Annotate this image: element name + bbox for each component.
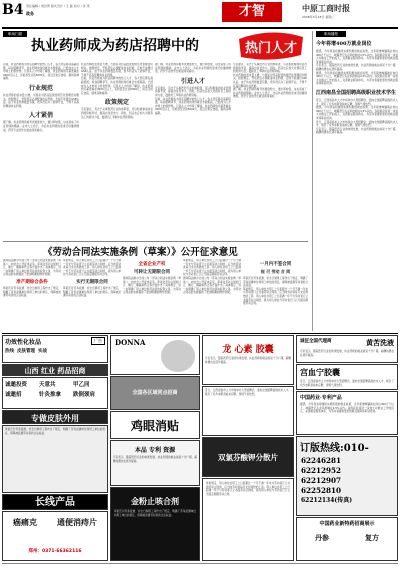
ad-patent-title: 本品 专利 资源 — [134, 447, 176, 454]
ad-patent-right-title: 中国药业·专利产品 — [300, 395, 342, 401]
feature-body-4b: 国务院法制办日前公布《劳动合同法实施条例（草案）》，向社会公开征求意见。草案对劳动合同的订立、履行、解除和终止等方面作出了具体规定，进一步明确了用人单位和劳动者的权利义务，为劳动合同法的实施提供了更加明确的操作依据。 — [183, 276, 241, 295]
ad-grid-center-text: 近日，江西南昌市人才市场举办大型招聘会，面向全国招聘高级技术人才，吸引了众多求职者前来应聘，现场气氛热烈。 — [205, 389, 291, 396]
feature-body-2: 草案规定，用人单位自用工之日起超过一个月不满一年未与劳动者订立书面劳动合同的，应当向劳动者每月支付两倍的工资。用人单位自用工之日起满一年不与劳动者订立书面劳动合同的，视为用人单位与劳动者已订立无固定期限劳动合同。 — [63, 259, 121, 277]
ad-hotline-number-3[interactable]: 62212907 — [301, 476, 342, 485]
lead-col-2 — [81, 63, 153, 239]
ad-hotline-fax[interactable]: 62212134(传真) — [301, 497, 353, 504]
lead-body-3c: 目前，执业药师成为药店招聘中的热门人才，各大药店都在高薪招揽，每到招聘季节，执业药师的身价就会水涨船高，已经成为人才市场上的香饽饽。记者从人才市场了解到，执业药师的月薪普遍在3000元以上，有的甚至达到5000元，而且还供应食宿，提供各种福利。 — [155, 97, 231, 115]
lead-body-3b: 专家建议，有志于从事医药行业的求职者，可以积极参加执业药师资格考试，提高自身竞争力。同时，药店也应加大对现有员工的培训力度，鼓励员工考取执业药师资格。 — [155, 86, 231, 97]
feature-col-3 — [123, 259, 181, 331]
lead-body-1b: 执业药师的需求量大增，与国家对药品经营的规范化管理密切相关。按照规定，零售药店必须配备执业药师，否则不能通过GSP认证。由于执业药师数量有限，很多药店为了能够开业，不得不花高价聘请执业药师。 — [3, 93, 79, 108]
ad-uterine[interactable] — [296, 364, 398, 390]
feature-col-1 — [3, 259, 61, 331]
feature-subhead-4: 可转让无期限合同 — [134, 270, 170, 275]
feature-col-5 — [243, 259, 308, 331]
ad-patent-text: 专家表示，随着医药行业的快速发展，执业药师的就业前景十分广阔，薪酬待遇也在逐年提高。 — [113, 456, 197, 463]
lead-col-3 — [155, 63, 231, 239]
sidebar — [312, 31, 398, 331]
masthead-credits — [26, 4, 146, 8]
lead-body-1: 目前，执业药师成为药店招聘中的热门人才，各大药店都在高薪招揽，每到招聘季节，执业药师的身价就会水涨船高，已经成为人才市场上的香饽饽。记者从人才市场了解到，执业药师的月薪普遍在3000元以上，有的甚至达到5000元，而且还供应食宿，提供各种福利。 — [3, 63, 79, 81]
ad-donna[interactable] — [110, 335, 200, 375]
lead-tag: 职场扫描 — [3, 31, 27, 37]
lead-col-1 — [3, 63, 79, 239]
ad-invest-4: 诚邀招 — [5, 392, 22, 398]
ad-product-1: 癌痛克 — [13, 518, 37, 527]
sidebar-tag: 职场播报 — [316, 31, 346, 37]
ad-heart[interactable] — [202, 335, 294, 385]
ad-regional[interactable] — [110, 376, 200, 410]
lead-subhead-1: 行业规范 — [28, 84, 53, 92]
sidebar-body-2: 近日，江西南昌市人才市场举办大型招聘会，面向全国招聘高级技术人才，吸引了众多求职者前来应聘，现场气氛热烈。 — [316, 98, 398, 106]
lead-body-4b: 执业药师的需求量大增，与国家对药品经营的规范化管理密切相关。按照规定，零售药店必须配备执业药师，否则不能通过GSP认证。由于执业药师数量有限，很多药店为了能够开业，不得不花高价聘请执业药师。 — [233, 73, 307, 88]
masthead-rule — [2, 27, 398, 29]
ad-cosmetics-badge: 广告 — [91, 337, 105, 345]
lead-body-2: 执业药师的需求量大增，与国家对药品经营的规范化管理密切相关。按照规定，零售药店必须配备执业药师，否则不能通过GSP认证。由于执业药师数量有限，很多药店为了能够开业，不得不花高价聘请执业药师。 — [81, 63, 153, 77]
ad-patent-right-text: 据悉，今年我省将继续实施积极的就业政策，全年新增城镇就业岗位400万个以上，城镇登记失业率控制在4.5%以内。各级政府将进一步加大对就业工作的投入，完善就业服务体系，为劳动者提供更好的就业服务和职业培训。 — [300, 403, 394, 414]
feature-body-1b: 草案还对劳务派遣、非全日制用工等作出了规定，明确了劳务派遣单位和用工单位的责任，保障被派遣劳动者的合法权益。 — [3, 286, 61, 298]
ad-invest-6: 跌倒颈肩 — [73, 392, 96, 398]
ad-hotline-number-2[interactable]: 62212952 — [301, 466, 342, 475]
ad-invest-3: 甲乙同 — [73, 382, 90, 388]
lead-title: 执业药师成为药店招聘中的 — [31, 38, 199, 54]
ad-newdrug-2: 复方 — [365, 534, 379, 542]
feature-subhead-2: 实行无期限合同 — [76, 279, 108, 285]
ad-donna-image — [161, 340, 195, 372]
ad-cough[interactable] — [110, 487, 200, 561]
ad-cosmetics-label-1: 热线 — [5, 349, 14, 354]
feature-body-5b: 草案规定，用人单位自用工之日起超过一个月不满一年未与劳动者订立书面劳动合同的，应当向劳动者每月支付两倍的工资。用人单位自用工之日起满一年不与劳动者订立书面劳动合同的，视为用人单位与劳动者已订立无固定期限劳动合同。 — [243, 287, 308, 306]
sidebar-body-1: 据悉，今年我省将继续实施积极的就业政策，全年新增城镇就业岗位400万个以上，城镇登记失业率控制在4.5%以内。各级政府将进一步加大对就业工作的投入，完善就业服务体系，为劳动者提供更好的就业服务和职业培训。 — [316, 50, 398, 64]
ad-shanxi[interactable] — [2, 364, 108, 376]
sidebar-body-2b: 据悉，今年我省将继续实施积极的就业政策，全年新增城镇就业岗位400万个以上，城镇登记失业率控制在4.5%以内。各级政府将进一步加大对就业工作的投入，完善就业服务体系，为劳动者提供更好的就业服务和职业培训。 — [316, 106, 398, 120]
feature-body-5: 草案还对劳务派遣、非全日制用工等作出了规定，明确了劳务派遣单位和用工单位的责任，保障被派遣劳动者的合法权益。 — [243, 277, 308, 288]
date: 2008年3月18日 星期二 — [302, 15, 335, 19]
ad-newdrug-1: 丹参 — [315, 534, 329, 542]
ad-patent-right[interactable] — [296, 391, 398, 435]
ad-corn-title: 鸡眼消贴 — [130, 419, 179, 433]
lead-body-2c: 专家建议，有志于从事医药行业的求职者，可以积极参加执业药师资格考试，提高自身竞争力。同时，药店也应加大对现有员工的培训力度，鼓励员工考取执业药师资格。 — [81, 108, 153, 119]
feature-subhead-1: 净产期综合条件 — [16, 279, 48, 285]
ad-longline[interactable] — [2, 494, 108, 510]
ad-cough-text: 草案还对劳务派遣、非全日制用工等作出了规定，明确了劳务派遣单位和用工单位的责任，保障被派遣劳动者的合法权益。 — [114, 510, 196, 517]
ad-cosmetics-title: 功效性化妆品 — [5, 339, 42, 346]
feature-body-3: 国务院法制办日前公布《劳动合同法实施条例（草案）》，向社会公开征求意见。草案对劳动合同的订立、履行、解除和终止等方面作出了具体规定，进一步明确了用人单位和劳动者的权利义务，为劳动合同法的实施提供了更加明确的操作依据。 — [123, 277, 181, 295]
ad-corn[interactable] — [110, 411, 200, 439]
ad-newdrugs-title: 中国药业新特药招商展示 — [319, 521, 375, 527]
ad-agent-product: 黄苦洗液 — [366, 338, 394, 347]
ad-shanxi-title: 山西 红业 药品招商 — [24, 366, 86, 375]
ad-agent-text: 专家表示，随着医药行业的快速发展，执业药师的就业前景十分广阔，薪酬待遇也在逐年提高。 — [300, 350, 394, 357]
sidebar-body-1c: 据悉，今年我省将继续实施积极的就业政策，全年新增城镇就业岗位400万个以上，城镇登记失业率控制在4.5%以内。各级政府将进一步加大对就业工作的投入，完善就业服务体系，为劳动者提供更好的就业服务和职业培训。 — [316, 71, 398, 86]
lead-col-4 — [233, 63, 307, 239]
ad-products-phone: 郑州：0371-66362116 — [28, 549, 82, 554]
sidebar-title-1: 今年将增400万就业岗位 — [316, 41, 372, 47]
logo: 才智 — [238, 4, 265, 19]
ad-uterine-text: 近日，江西南昌市人才市场举办大型招聘会，面向全国招聘高级技术人才，吸引了众多求职者前来应聘，现场气氛热烈。 — [300, 380, 394, 387]
ad-lower-center[interactable] — [202, 478, 294, 561]
ad-hotline-number-1[interactable]: 62246281 — [301, 456, 342, 465]
ad-block-lower[interactable] — [2, 425, 108, 493]
design-credit: 版式设计 / 王 磊 — [50, 4, 73, 8]
lead-subhead-3: 政策规定 — [104, 99, 129, 107]
feature-col-4 — [183, 259, 241, 331]
masthead — [2, 2, 398, 26]
ad-heart-title: 龙 心素 胶囊 — [222, 345, 274, 355]
ad-agent-title: 诚征全国代理商 — [300, 339, 332, 344]
feature-body-2b: 草案还对劳务派遣、非全日制用工等作出了规定，明确了劳务派遣单位和用工单位的责任，保障被派遣劳动者的合法权益。 — [63, 286, 121, 298]
ad-longline-title: 长线产品 — [35, 497, 75, 508]
feature-body-4: 草案规定，用人单位自用工之日起超过一个月不满一年未与劳动者订立书面劳动合同的，应当向劳动者每月支付两倍的工资。用人单位自用工之日起满一年不与劳动者订立书面劳动合同的，视为用人单位与劳动者已订立无固定期限劳动合同。 — [183, 259, 241, 277]
lead-body-2b: 目前，执业药师成为药店招聘中的热门人才，各大药店都在高薪招揽，每到招聘季节，执业药师的身价就会水涨船高，已经成为人才市场上的香饽饽。记者从人才市场了解到，执业药师的月薪普遍在3000元以上，有的甚至达到5000元，而且还供应食宿，提供各种福利。 — [81, 77, 153, 95]
ad-invest-2: 天意共 — [39, 382, 56, 388]
lead-subhead-4: 引进人才 — [180, 77, 205, 85]
sidebar-body-2c: 近日，江西南昌市人才市场举办大型招聘会，面向全国招聘高级技术人才，吸引了众多求职者前来应聘，现场气氛热烈。 — [316, 120, 398, 128]
callout-text: 热门人才 — [244, 41, 297, 56]
ad-diclofenac[interactable] — [202, 437, 294, 477]
proof-credit: 校对 / 李 英 — [73, 4, 90, 8]
ad-uterine-title: 宫血宁胶囊 — [300, 367, 340, 377]
lead-body-4: 专家建议，有志于从事医药行业的求职者，可以积极参加执业药师资格考试，提高自身竞争力。同时，药店也应加大对现有员工的培训力度，鼓励员工考取执业药师资格。 — [233, 63, 307, 74]
feature-subhead-5: 一月内不签合同 — [259, 262, 292, 267]
ad-grid-center[interactable] — [202, 386, 294, 436]
ad-invest[interactable] — [2, 377, 108, 409]
ad-patent[interactable] — [110, 440, 200, 486]
ads-top-rule — [2, 333, 398, 334]
logo-block — [222, 2, 282, 22]
lead-article — [3, 31, 308, 239]
ad-hotline[interactable] — [296, 436, 398, 516]
section-label: 政务 — [26, 11, 34, 16]
lead-body-3: 据了解，执业药师资格考试难度较大，通过率较低，这也造成了执业药师的稀缺。业内人士表示，今后执业药师的需求还将继续增加，药学专业的学生就业前景看好。 — [155, 63, 231, 74]
sidebar-body-2d: 专家表示，随着医药行业的快速发展，执业药师的就业前景十分广阔，薪酬待遇也在逐年提高。 — [316, 127, 398, 135]
ad-donna-title: DONNA — [115, 338, 146, 347]
feature-subhead-3: 全省企业产权 — [138, 262, 166, 267]
ad-cosmetics-label-2: 皮肤管理 — [17, 349, 35, 354]
ad-products[interactable] — [2, 511, 108, 561]
feature-article — [3, 241, 308, 331]
ad-lower-center-text: 草案规定，用人单位自用工之日起超过一个月不满一年未与劳动者订立书面劳动合同的，应当向劳动者每月支付两倍的工资。用人单位自用工之日起满一年不与劳动者订立书面劳动合同的，视为用人单位与劳动者已订立无固定期限劳动合同。 — [206, 482, 290, 496]
ad-newdrugs[interactable] — [296, 517, 398, 561]
ad-heart-text: 专家表示，随着医药行业的快速发展，执业药师的就业前景十分广阔，薪酬待遇也在逐年提高。 — [205, 357, 291, 364]
sidebar-title-2: 江西南昌全国招聘高级职业技术学生 — [316, 89, 397, 96]
editor-credit: 责任编辑 / 刘世青 — [26, 4, 50, 8]
lead-body-1c: 据了解，执业药师资格考试难度较大，通过率较低，这也造成了执业药师的稀缺。业内人士表示，今后执业药师的需求还将继续增加，药学专业的学生就业前景看好。 — [3, 121, 79, 132]
ad-skin[interactable] — [2, 410, 108, 424]
feature-subhead-6: 视 可 劳动 合 同 — [260, 269, 291, 274]
footer-rule — [2, 563, 398, 564]
ad-regional-title: 全国各区域同点招商 — [132, 390, 178, 396]
sidebar-body-1b: 专家表示，随着医药行业的快速发展，执业药师的就业前景十分广阔，薪酬待遇也在逐年提高。 — [316, 64, 398, 71]
ad-agent[interactable] — [296, 335, 398, 363]
ad-cough-title: 金粉止咳合剂 — [131, 496, 179, 506]
feature-body-1: 国务院法制办日前公布《劳动合同法实施条例（草案）》，向社会公开征求意见。草案对劳动合同的订立、履行、解除和终止等方面作出了具体规定，进一步明确了用人单位和劳动者的权利义务，为劳动合同法的实施提供了更加明确的操作依据。 — [3, 259, 61, 277]
ad-cosmetics[interactable] — [2, 335, 108, 363]
feature-title: 《劳动合同法实施条例（草案）》公开征求意见 — [43, 247, 238, 258]
ad-diclofenac-title: 双氯芬酸钾分散片 — [218, 453, 278, 462]
lead-callout — [235, 31, 307, 61]
lead-body-4c: 据了解，执业药师资格考试难度较大，通过率较低，这也造成了执业药师的稀缺。业内人士表示，今后执业药师的需求还将继续增加，药学专业的学生就业前景看好。 — [233, 88, 307, 99]
ad-hotline-title: 订版热线:010- — [300, 443, 369, 454]
feature-rule — [3, 241, 308, 242]
ad-cosmetics-label-3: 实战 — [38, 349, 47, 354]
ad-invest-1: 诚邀投资 — [5, 382, 28, 388]
ad-product-2: 通便消痔片 — [57, 518, 97, 527]
ad-skin-title: 专做皮肤外用 — [31, 413, 79, 423]
feature-col-2 — [63, 259, 121, 331]
ad-block-lower-text: 草案还对劳务派遣、非全日制用工等作出了规定，明确了劳务派遣单位和用工单位的责任，保障被派遣劳动者的合法权益。 — [5, 428, 105, 435]
ad-hotline-number-4[interactable]: 62252810 — [301, 486, 342, 495]
lead-subhead-2: 人才紧俏 — [28, 112, 53, 120]
ad-invest-5: 针灸推拿 — [39, 392, 62, 398]
paper-name: 中原工商时报 — [302, 3, 350, 13]
page-number: B4 — [2, 2, 24, 18]
